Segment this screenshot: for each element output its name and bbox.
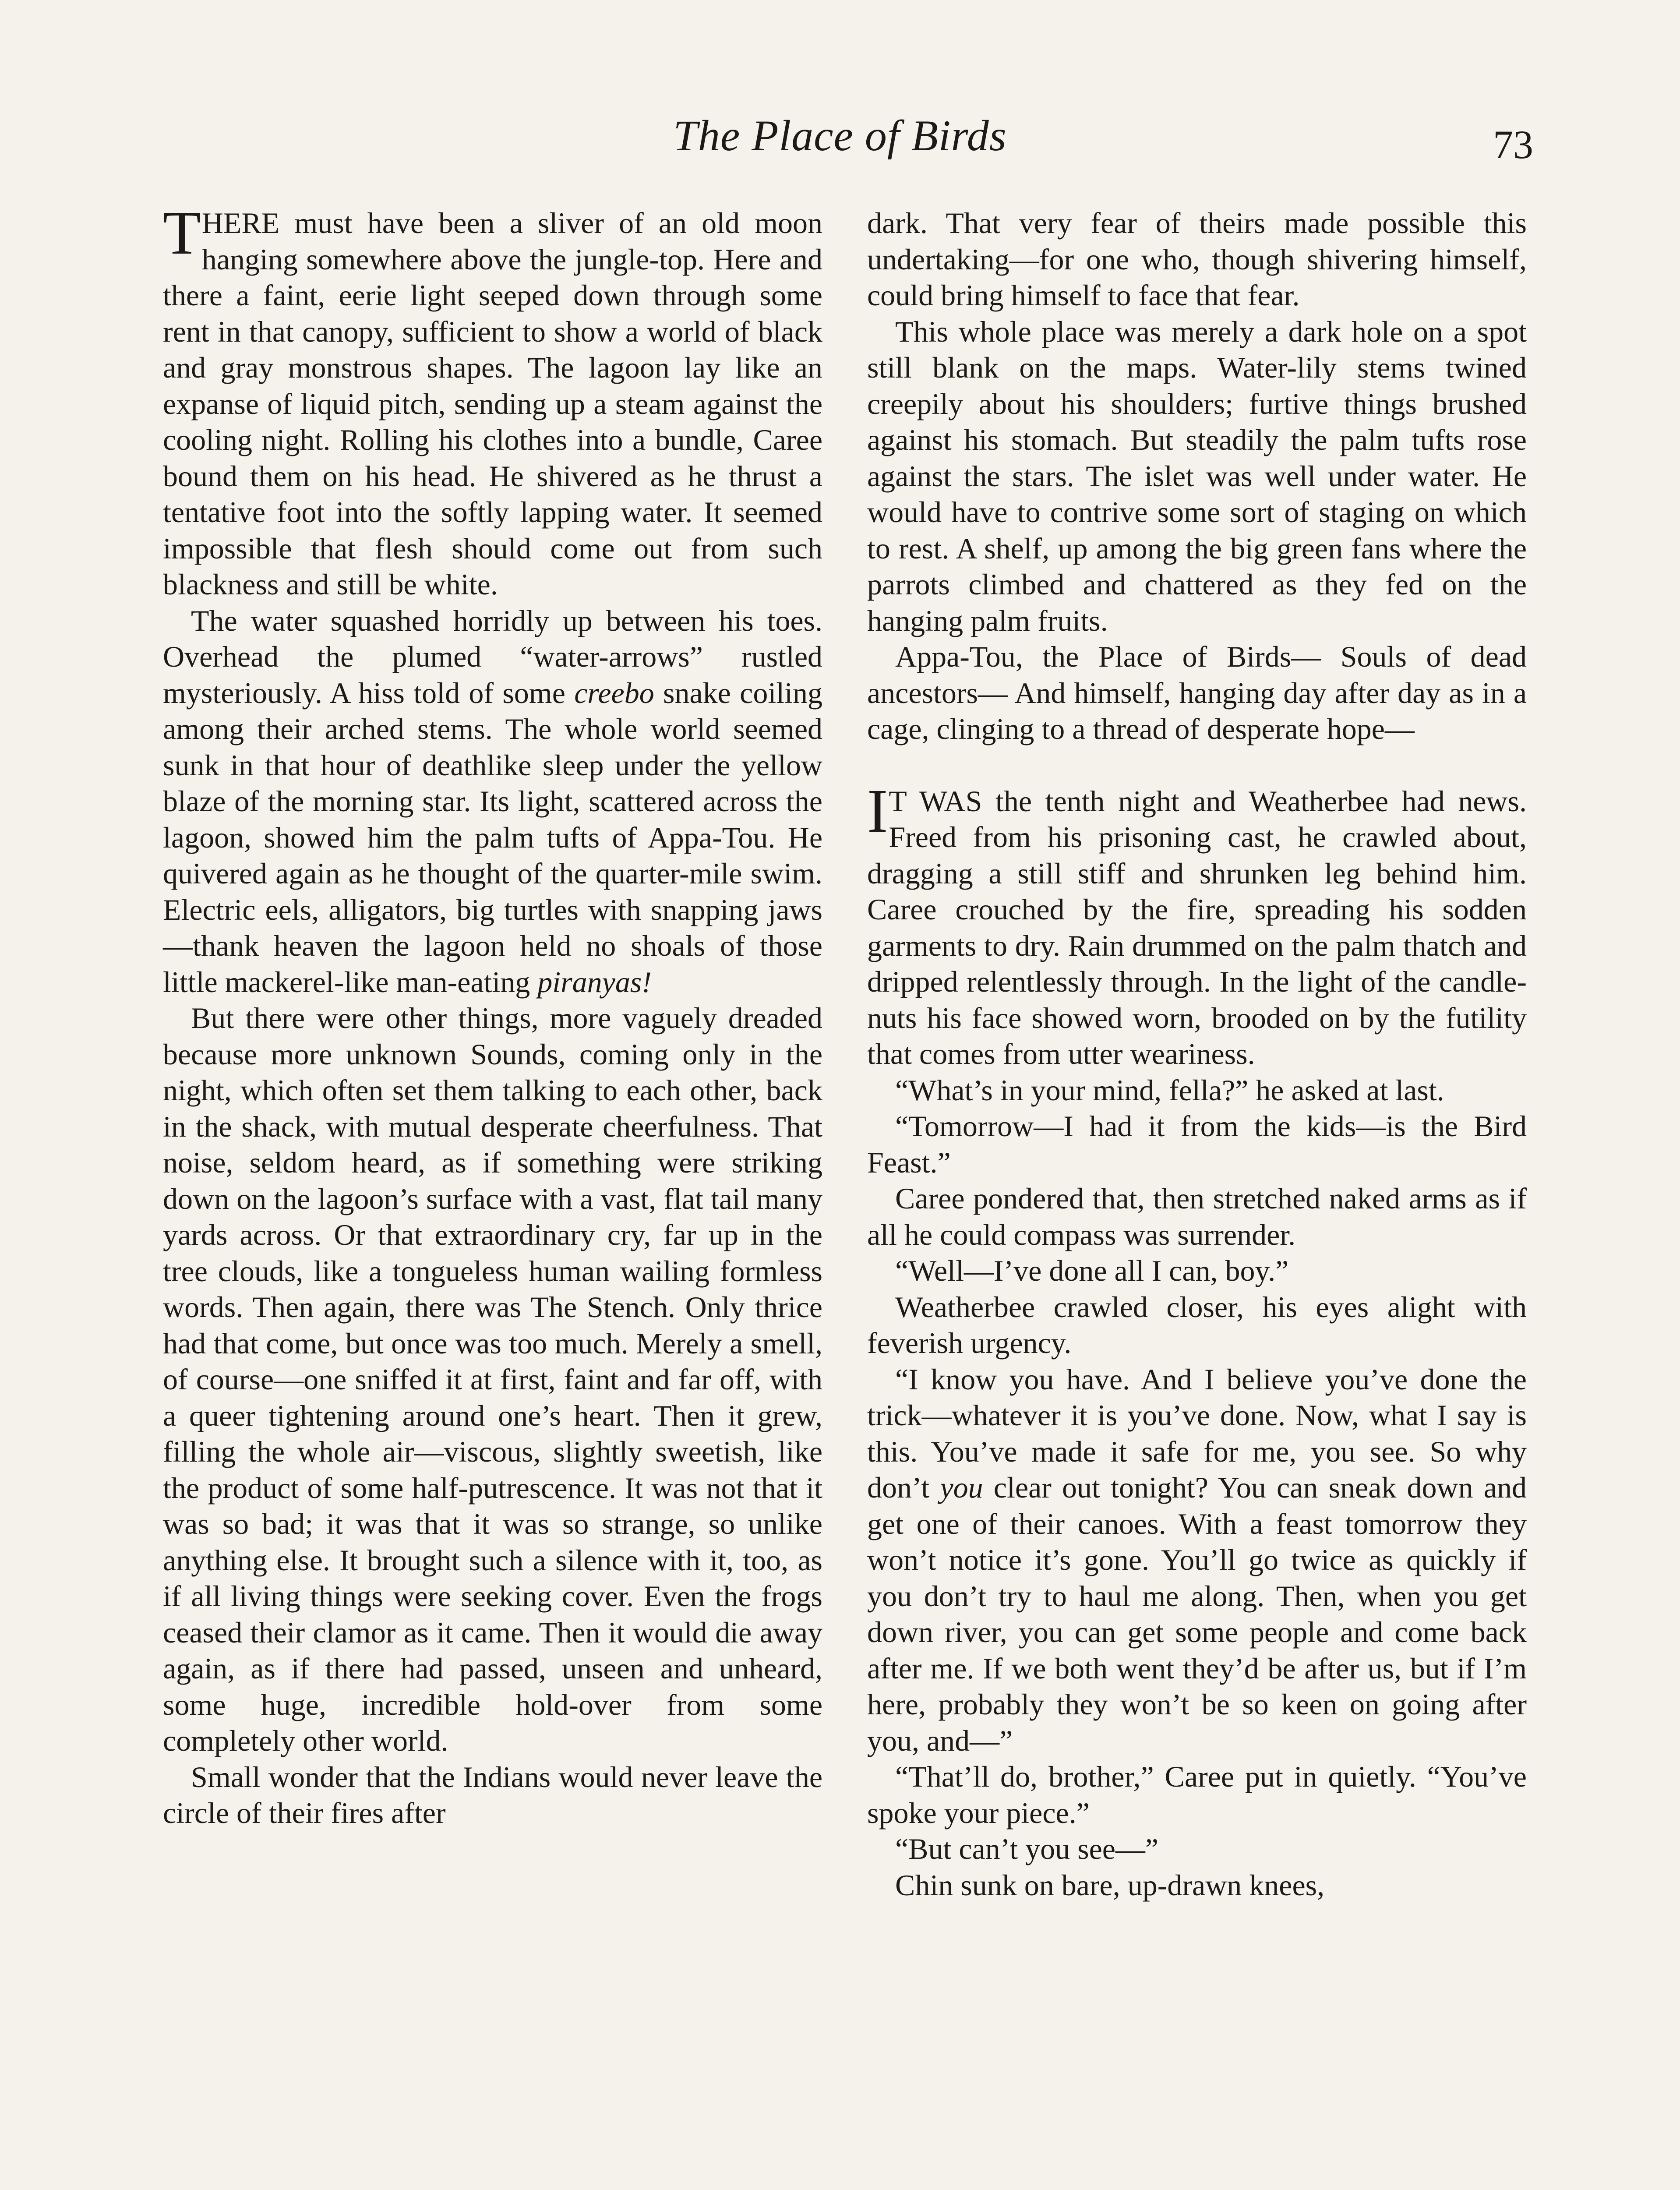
paragraph: Caree pondered that, then stretched naked arms as if all he could compass was surrender. — [867, 1182, 1527, 1251]
paragraph — [163, 603, 822, 1000]
paragraph-text: “I know you have. And I believe you’ve done the trick—whatever it is you’ve done. Now, what I say is this. You’ve made it safe for me, you see. So why don’t — [867, 1362, 1527, 1504]
paragraph-text: snake coiling among their arched stems. The whole world seemed sunk in that hour of deathlike sleep under the yellow blaze of the morning star. Its light, scattered across the lagoon, showed him the palm tufts of Appa-Tou. He quivered again as he thought of the quarter-mile swim. Electric eels, alligators, big turtles with snapping jaws—thank heaven the lagoon held no shoals of those little mackerel-like man-eating — [163, 676, 823, 999]
paragraph: dark. That very fear of theirs made possible this undertaking—for one who, though shivering himself, could bring himself to face that fear. — [867, 206, 1527, 312]
italic-word: creebo — [574, 676, 654, 710]
paragraph: “That’ll do, brother,” Caree put in quietly. “You’ve spoke your piece.” — [867, 1760, 1527, 1830]
paragraph-text: HERE must have been a sliver of an old moon hanging somewhere above the jungle-top. Here and there a faint, eerie light seeped down through some rent in that canopy, sufficient to show a world of black and gray monstrous shapes. The lagoon lay like an expanse of liquid pitch, sending up a steam against the cooling night. Rolling his clothes into a bundle, Caree bound them on his head. He shivered as he thrust a tentative foot into the softly lapping water. It seemed impossible that flesh should come out from such blackness and still be white. — [163, 206, 822, 601]
paragraph: Weatherbee crawled closer, his eyes alight with feverish urgency. — [867, 1290, 1527, 1360]
italic-word: piranyas! — [537, 965, 652, 999]
italic-word: you — [940, 1471, 983, 1504]
paragraph-text: T WAS the tenth night and Weatherbee had news. Freed from his prisoning cast, he crawled about, dragging a still stiff and shrunken leg behind him. Caree crouched by the fire, spreading his sodden garments to dry. Rain drummed on the palm thatch and dripped relentlessly through. In the light of the candle-nuts his face showed worn, brooded on by the futility that comes from utter weariness. — [867, 784, 1527, 1070]
paragraph-text: clear out tonight? You can sneak down and get one of their canoes. With a feast tomorrow they won’t notice it’s gone. You’ll go twice as quickly if you don’t try to haul me along. Then, when you get down river, you can get some people and come back after me. If we both went they’d be after us, but if I’m here, probably they won’t be so keen on going after you, and—” — [867, 1471, 1527, 1757]
paragraph: Chin sunk on bare, up-drawn knees, — [895, 1868, 1325, 1902]
paragraph — [163, 198, 822, 603]
page-header — [0, 105, 1680, 166]
page-number: 73 — [1493, 122, 1533, 167]
left-column — [163, 198, 823, 2190]
paragraph: Appa-Tou, the Place of Birds— Souls of dead ancestors— And himself, hanging day after day as in a cage, clinging to a thread of desperate hope— — [867, 640, 1527, 745]
paragraph: “Well—I’ve done all I can, boy.” — [895, 1254, 1289, 1287]
paragraph: “But can’t you see—” — [895, 1832, 1159, 1865]
running-title: The Place of Birds — [673, 111, 1007, 160]
paragraph: But there were other things, more vaguely dreaded because more unknown Sounds, coming only in the night, which often set them talking to each other, back in the shack, with mutual desperate cheerfulness. That noise, seldom heard, as if something were striking down on the lagoon’s surface with a vast, flat tail many yards across. Or that extraordinary cry, far up in the tree clouds, like a tongueless human wailing formless words. Then again, there was The Stench. Only thrice had that come, but once was too much. Merely a smell, of course—one sniffed it at first, faint and far off, with a queer tightening around one’s heart. Then it grew, filling the whole air—viscous, slightly sweetish, like the product of some half-putrescence. It was not that it was so bad; it was that it was so strange, so unlike anything else. It brought such a silence with it, too, as if all living things were seeking cover. Even the frogs ceased their clamor as it came. Then it would die away again, as if there had passed, unseen and unheard, some huge, incredible hold-over from some completely other world. — [163, 1001, 822, 1757]
right-column — [867, 205, 1527, 2190]
section-start-paragraph — [867, 776, 1527, 1072]
paragraph: “Tomorrow—I had it from the kids—is the Bird Feast.” — [867, 1109, 1527, 1179]
paragraph-text: The water squashed horridly up between his toes. Overhead the plumed “water-arrows” rustled mysteriously. A hiss told of some — [163, 604, 822, 710]
paragraph: This whole place was merely a dark hole on a spot still blank on the maps. Water-lily stems twined creepily about his shoulders; furtive things brushed against his stomach. But steadily the palm tufts rose against the stars. The islet was well under water. He would have to contrive some sort of staging on which to rest. A shelf, up among the big green fans where the parrots climbed and chattered as they fed on the hanging palm fruits. — [867, 314, 1527, 637]
paragraph: “What’s in your mind, fella?” he asked at last. — [895, 1073, 1444, 1107]
drop-cap: I — [867, 776, 888, 845]
paragraph: Small wonder that the Indians would never leave the circle of their fires after — [163, 1760, 822, 1830]
paragraph — [867, 1361, 1527, 1759]
drop-cap: T — [163, 198, 201, 267]
